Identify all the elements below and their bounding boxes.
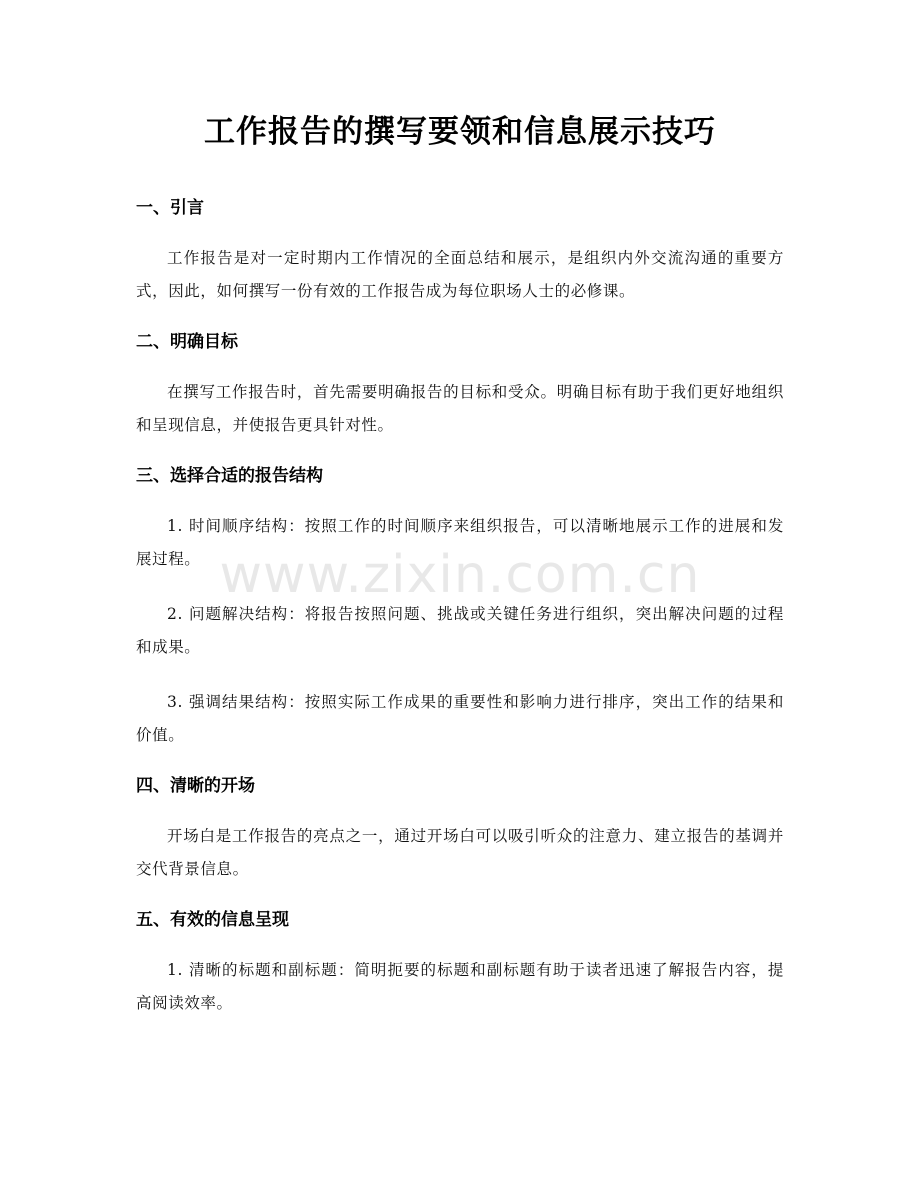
paragraph: 工作报告是对一定时期内工作情况的全面总结和展示，是组织内外交流沟通的重要方式，因此，如何撰写一份有效的工作报告成为每位职场人士的必修课。 <box>136 249 784 300</box>
list-item-paragraph: 1. 时间顺序结构：按照工作的时间顺序来组织报告，可以清晰地展示工作的进展和发展过程。 <box>136 517 784 568</box>
list-item-paragraph: 1. 清晰的标题和副标题：简明扼要的标题和副标题有助于读者迅速了解报告内容，提高阅读效率。 <box>136 961 784 1012</box>
list-item-paragraph: 2. 问题解决结构：将报告按照问题、挑战或关键任务进行组织，突出解决问题的过程和成果。 <box>136 605 784 656</box>
section-define-goals <box>136 330 784 442</box>
section-introduction <box>136 196 784 308</box>
section-heading: 四、清晰的开场 <box>136 776 255 796</box>
section-heading: 三、选择合适的报告结构 <box>136 466 323 486</box>
section-heading: 一、引言 <box>136 198 204 218</box>
paragraph: 在撰写工作报告时，首先需要明确报告的目标和受众。明确目标有助于我们更好地组织和呈现信息，并使报告更具针对性。 <box>136 383 784 434</box>
section-report-structure <box>136 464 784 752</box>
section-heading: 五、有效的信息呈现 <box>136 910 289 930</box>
watermark: www.zixin.com.cn <box>219 545 701 605</box>
section-information-presentation <box>136 908 784 1020</box>
list-item-paragraph: 3. 强调结果结构：按照实际工作成果的重要性和影响力进行排序，突出工作的结果和价值。 <box>136 693 784 744</box>
section-heading: 二、明确目标 <box>136 332 238 352</box>
document-title: 工作报告的撰写要领和信息展示技巧 <box>204 114 716 150</box>
section-clear-opening <box>136 774 784 886</box>
paragraph: 开场白是工作报告的亮点之一，通过开场白可以吸引听众的注意力、建立报告的基调并交代背景信息。 <box>136 827 784 878</box>
